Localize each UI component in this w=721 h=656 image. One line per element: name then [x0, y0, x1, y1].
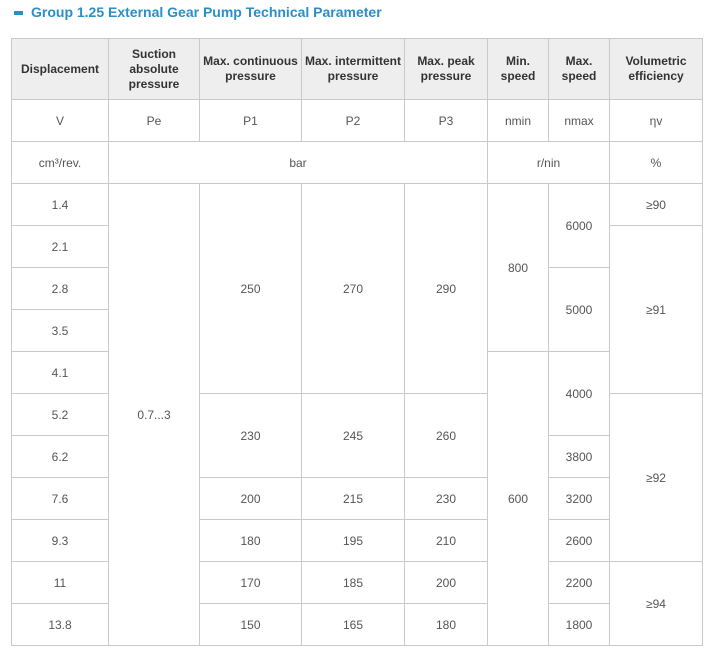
max-speed-cell: 5000 — [549, 268, 610, 352]
heading-bullet-icon — [14, 11, 23, 15]
technical-parameter-table — [11, 38, 703, 646]
p2-cell: 165 — [302, 604, 405, 646]
displacement-cell: 13.8 — [12, 604, 109, 646]
displacement-cell: 2.8 — [12, 268, 109, 310]
header-min-speed: Min. speed — [488, 39, 549, 100]
p1-cell: 180 — [200, 520, 302, 562]
displacement-cell: 2.1 — [12, 226, 109, 268]
p3-cell: 260 — [405, 394, 488, 478]
max-speed-cell: 2600 — [549, 520, 610, 562]
header-max-speed: Max. speed — [549, 39, 610, 100]
p2-cell: 245 — [302, 394, 405, 478]
efficiency-cell: ≥91 — [610, 226, 703, 394]
p1-cell: 150 — [200, 604, 302, 646]
max-speed-cell: 1800 — [549, 604, 610, 646]
displacement-cell: 4.1 — [12, 352, 109, 394]
section-heading — [14, 2, 382, 22]
max-speed-cell: 3200 — [549, 478, 610, 520]
symbol-row — [12, 100, 703, 142]
symbol-p3: P3 — [405, 100, 488, 142]
max-speed-cell: 3800 — [549, 436, 610, 478]
max-speed-cell: 6000 — [549, 184, 610, 268]
symbol-displacement: V — [12, 100, 109, 142]
symbol-p1: P1 — [200, 100, 302, 142]
p3-cell: 290 — [405, 184, 488, 394]
symbol-nmax: nmax — [549, 100, 610, 142]
p3-cell: 230 — [405, 478, 488, 520]
min-speed-cell: 600 — [488, 352, 549, 646]
displacement-cell: 5.2 — [12, 394, 109, 436]
p2-cell: 215 — [302, 478, 405, 520]
displacement-cell: 9.3 — [12, 520, 109, 562]
displacement-cell: 11 — [12, 562, 109, 604]
max-speed-cell: 2200 — [549, 562, 610, 604]
unit-speed: r/nin — [488, 142, 610, 184]
efficiency-cell: ≥94 — [610, 562, 703, 646]
displacement-cell: 1.4 — [12, 184, 109, 226]
p1-cell: 200 — [200, 478, 302, 520]
header-max-peak-pressure: Max. peak pressure — [405, 39, 488, 100]
symbol-nmin: nmin — [488, 100, 549, 142]
symbol-eta: ηv — [610, 100, 703, 142]
p1-cell: 230 — [200, 394, 302, 478]
suction-cell: 0.7...3 — [109, 184, 200, 646]
displacement-cell: 3.5 — [12, 310, 109, 352]
p3-cell: 200 — [405, 562, 488, 604]
symbol-suction: Pe — [109, 100, 200, 142]
displacement-cell: 6.2 — [12, 436, 109, 478]
unit-row — [12, 142, 703, 184]
header-displacement: Displacement — [12, 39, 109, 100]
displacement-cell: 7.6 — [12, 478, 109, 520]
header-max-continuous-pressure: Max. continuous pressure — [200, 39, 302, 100]
unit-pressure: bar — [109, 142, 488, 184]
header-volumetric-efficiency: Volumetric efficiency — [610, 39, 703, 100]
header-max-intermittent-pressure: Max. intermittent pressure — [302, 39, 405, 100]
section-title: Group 1.25 External Gear Pump Technical Parameter — [31, 4, 382, 20]
p1-cell: 250 — [200, 184, 302, 394]
p2-cell: 195 — [302, 520, 405, 562]
p3-cell: 180 — [405, 604, 488, 646]
unit-displacement: cm³/rev. — [12, 142, 109, 184]
p1-cell: 170 — [200, 562, 302, 604]
efficiency-cell: ≥90 — [610, 184, 703, 226]
p3-cell: 210 — [405, 520, 488, 562]
max-speed-cell: 4000 — [549, 352, 610, 436]
efficiency-cell: ≥92 — [610, 394, 703, 562]
header-suction-pressure: Suction absolute pressure — [109, 39, 200, 100]
symbol-p2: P2 — [302, 100, 405, 142]
table-row — [12, 184, 703, 226]
unit-efficiency: % — [610, 142, 703, 184]
min-speed-cell: 800 — [488, 184, 549, 352]
p2-cell: 185 — [302, 562, 405, 604]
header-row — [12, 39, 703, 100]
p2-cell: 270 — [302, 184, 405, 394]
